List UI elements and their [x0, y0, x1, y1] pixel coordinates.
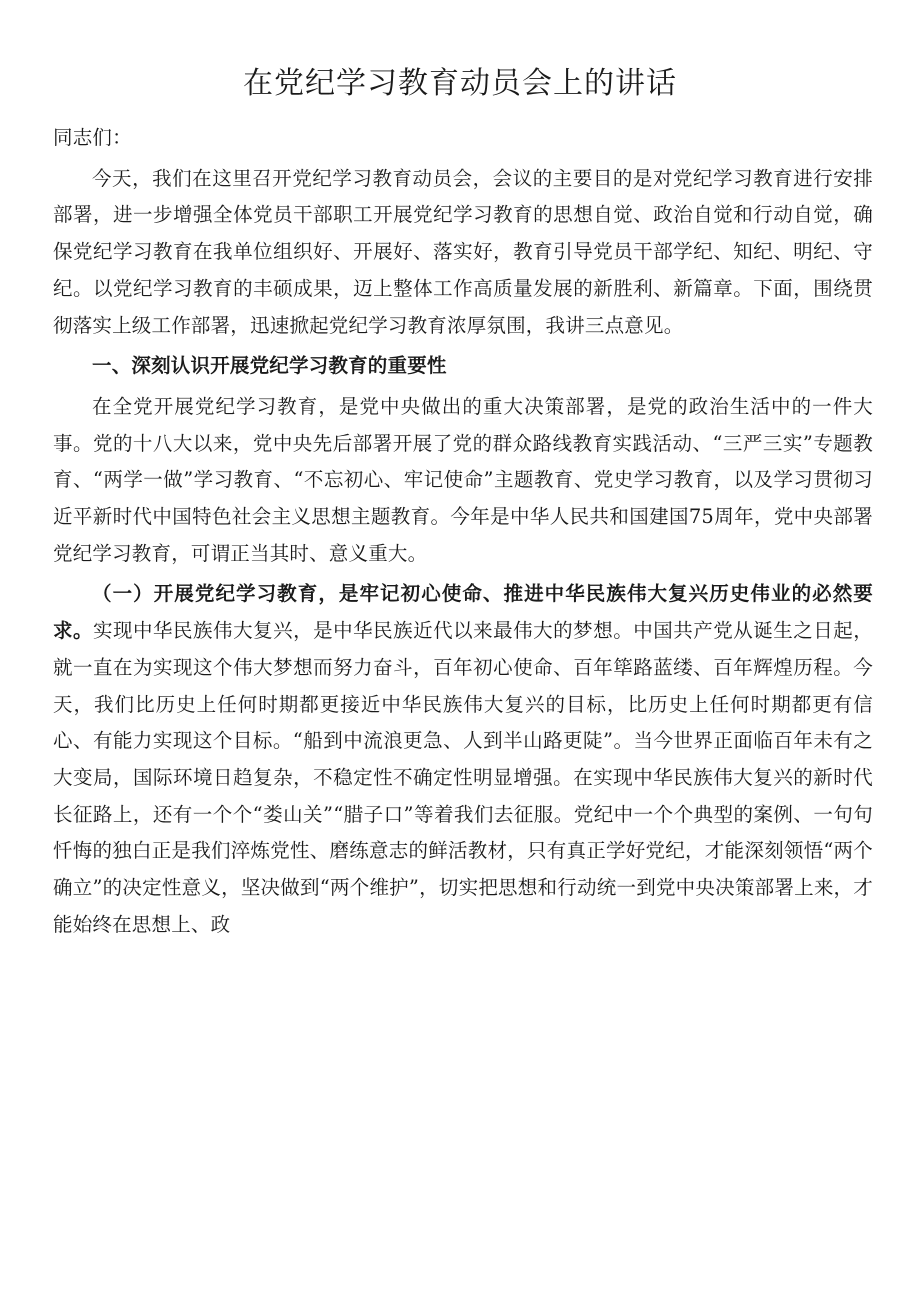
point-1-paragraph	[53, 576, 873, 943]
salutation: 同志们：	[53, 126, 132, 149]
document-title: 在党纪学习教育动员会上的讲话	[243, 66, 677, 101]
section-1-paragraph: 在全党开展党纪学习教育，是党中央做出的重大决策部署，是党的政治生活中的一件大事。党的十八大以来，党中央先后部署开展了党的群众路线教育实践活动、“三严三实”专题教育、“两学一做”学习教育、“不忘初心、牢记使命”主题教育、党史学习教育，以及学习贯彻习近平新时代中国特色社会主义思想主题教育。今年是中华人民共和国建国75周年，党中央部署党纪学习教育，可谓正当其时、意义重大。	[53, 394, 873, 565]
point-1-body: 实现中华民族伟大复兴，是中华民族近代以来最伟大的梦想。中国共产党从诞生之日起，就一直在为实现这个伟大梦想而努力奋斗，百年初心使命、百年筚路蓝缕、百年辉煌历程。今天，我们比历史上任何时期都更接近中华民族伟大复兴的目标，比历史上任何时期都更有信心、有能力实现这个目标。“船到中流浪更急、人到半山路更陡”。当今世界正面临百年未有之大变局，国际环境日趋复杂，不稳定性不确定性明显增强。在实现中华民族伟大复兴的新时代长征路上，还有一个个“娄山关”“腊子口”等着我们去征服。党纪中一个个典型的案例、一句句忏悔的独白正是我们淬炼党性、磨练意志的鲜活教材，只有真正学好党纪，才能深刻领悟“两个确立”的决定性意义，坚决做到“两个维护”，切实把思想和行动统一到党中央决策部署上来，才能始终在思想上、政	[53, 619, 873, 936]
intro-paragraph: 今天，我们在这里召开党纪学习教育动员会，会议的主要目的是对党纪学习教育进行安排部署，进一步增强全体党员干部职工开展党纪学习教育的思想自觉、政治自觉和行动自觉，确保党纪学习教育在我单位组织好、开展好、落实好，教育引导党员干部学纪、知纪、明纪、守纪。以党纪学习教育的丰硕成果，迈上整体工作高质量发展的新胜利、新篇章。下面，围绕贯彻落实上级工作部署，迅速掀起党纪学习教育浓厚氛围，我讲三点意见。	[53, 166, 873, 337]
document-body	[53, 120, 873, 943]
section-heading-1: 一、深刻认识开展党纪学习教育的重要性	[92, 354, 447, 378]
point-1-lead: （一）开展党纪学习教育，是牢记初心使命、推进中华民族伟大复兴历史伟业的必然要求。	[53, 582, 873, 643]
